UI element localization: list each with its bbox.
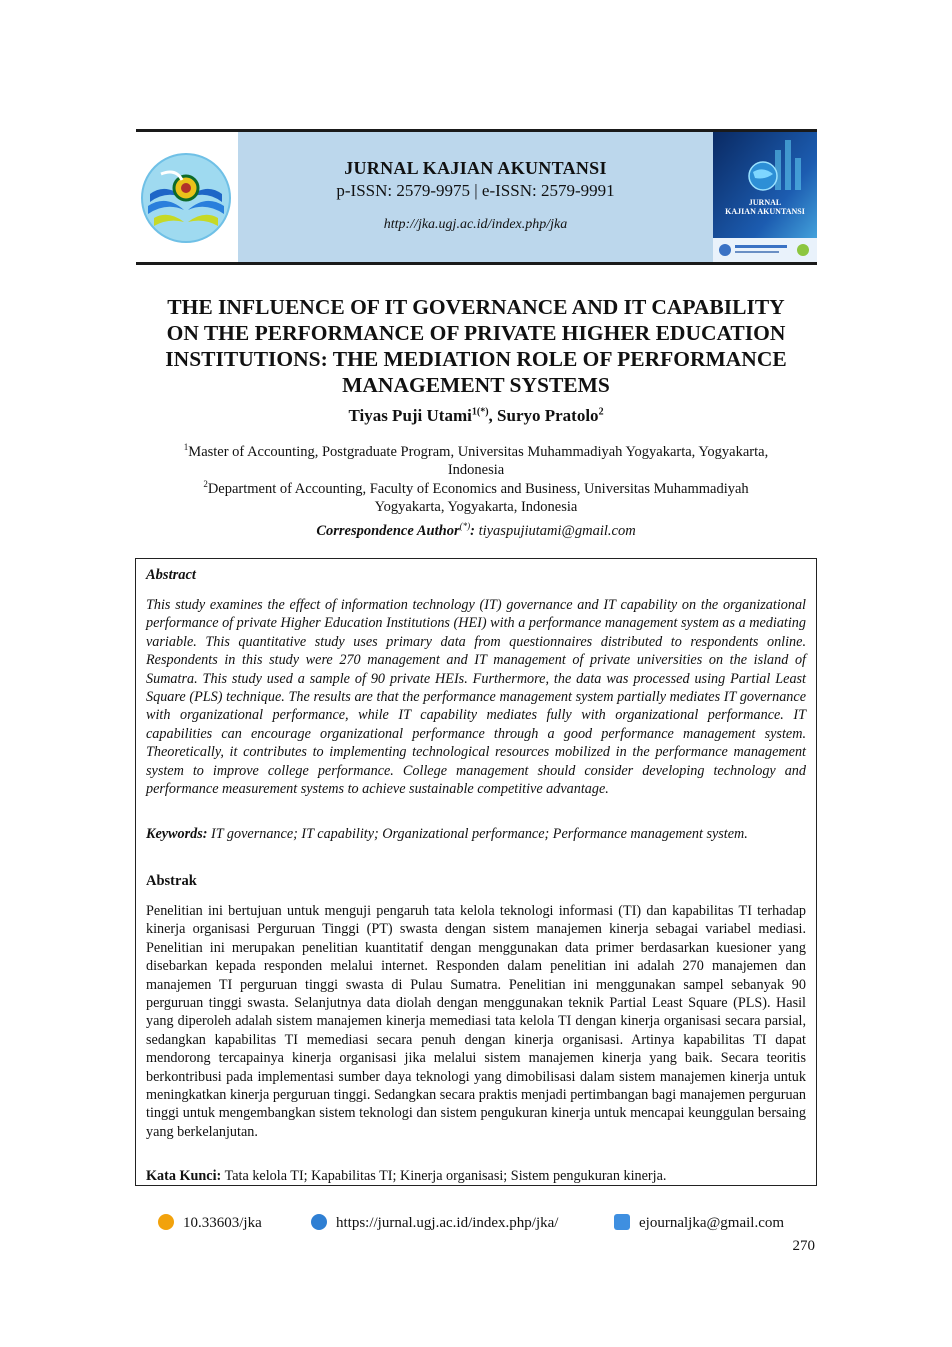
doi-icon xyxy=(158,1214,174,1230)
journal-cover-image xyxy=(713,132,817,262)
title-line: MANAGEMENT SYSTEMS xyxy=(342,373,610,397)
journal-header xyxy=(136,129,817,265)
affiliation-superscript: 1 xyxy=(183,442,189,452)
abstrak-heading: Abstrak xyxy=(146,873,197,889)
title-line: THE INFLUENCE OF IT GOVERNANCE AND IT CAPABILITY xyxy=(167,295,785,319)
journal-name: JURNAL KAJIAN AKUNTANSI xyxy=(344,158,607,178)
affiliation-line: Yogyakarta, Yogyakarta, Indonesia xyxy=(374,499,578,516)
abstrak-text: Penelitian ini bertujuan untuk menguji pengaruh tata kelola teknologi informasi (TI) dan kapabilitas TI terhadap kinerja organisasi Perguruan Tinggi (PT) swasta dengan sistem manajemen kinerja sebagai variabel mediasi. Penelitian ini merupakan penelitian kuantitatif dengan menggunakan data primer berdasarkan kuesioner yang disebarkan kepada responden melalui internet. Responden dalam penelitian ini adalah 270 manajemen dan manajemen TI perguruan tinggi swasta di Pulau Sumatra. Penelitian ini menggunakan sampel sebanyak 90 perguruan tinggi swasta. Selanjutnya data diolah dengan menggunakan teknik Partial Least Square (PLS). Hasil yang diperoleh adalah sistem manajemen kinerja memediasi tata kelola TI dengan kinerja organisasi secara parsial, sedangkan kapabilitas TI memediasi secara penuh dengan kinerja organisasi. Artinya kapabilitas TI dapat mendorong tercapainya kinerja organisasi jika melalui sistem manajemen kinerja yang baik. Secara teoritis berkontribusi pada implementasi sumber daya teknologi yang dimobilisasi dalam sistem manajemen kinerja untuk meningkatkan kinerja perguruan tinggi. Sedangkan secara praktis menjadi pertimbangan bagi manajemen perguruan tinggi untuk mengembangkan sistem teknologi dan sistem pengukuran kinerja untuk mencapai keunggulan bersaing yang berkelanjutan. xyxy=(146,903,806,1140)
footer-website[interactable] xyxy=(311,1214,558,1232)
affiliation-line: Department of Accounting, Faculty of Economics and Business, Universitas Muhammadiyah xyxy=(207,480,749,497)
abstract-keywords xyxy=(146,825,806,843)
globe-icon xyxy=(311,1214,327,1230)
paper-title xyxy=(120,294,832,398)
footer-doi[interactable] xyxy=(158,1214,262,1232)
page-number: 270 xyxy=(792,1238,815,1254)
title-line: INSTITUTIONS: THE MEDIATION ROLE OF PERFORMANCE xyxy=(165,347,787,371)
journal-logo xyxy=(136,132,238,262)
correspondence-colon: : xyxy=(470,522,475,539)
abstract-box xyxy=(135,558,817,1186)
author-name: Tiyas Puji Utami xyxy=(348,406,472,425)
author-superscript: 2 xyxy=(598,406,604,418)
cover-title: JURNAL KAJIAN AKUNTANSI xyxy=(725,198,805,216)
author-name: Suryo Pratolo xyxy=(497,406,599,425)
kata-kunci-label: Kata Kunci: xyxy=(146,1168,222,1184)
author-list xyxy=(0,406,952,426)
abstrak-keywords xyxy=(146,1167,806,1185)
correspondence xyxy=(0,521,952,540)
journal-header-text xyxy=(238,132,713,262)
journal-issn: p-ISSN: 2579-9975 | e-ISSN: 2579-9991 xyxy=(336,181,615,200)
affiliation-superscript: 2 xyxy=(203,479,208,489)
abstract-text: This study examines the effect of information technology (IT) governance and IT capability on the organizational performance of private Higher Education Institutions (HEI) with a performance management system as a mediating variable. This quantitative study uses primary data from questionnaires distributed to respondents online. Respondents in this study were 270 management and IT management of private universities on the island of Sumatra. This study used a sample of 90 private HEIs. Furthermore, the data was processed using Partial Least Square (PLS) technique. The results are that the performance management system partially mediates IT governance with organizational performance, while IT capability mediates fully with organizational performance. IT capabilities can encourage organizational performance through a good performance management system. Theoretically, it contributes to implementing technological resources mobilized in the performance management system to improve college performance. College management should consider developing technology and performance measurement systems to achieve sustainable competitive advantage. xyxy=(146,597,806,798)
kata-kunci-text: Tata kelola TI; Kapabilitas TI; Kinerja organisasi; Sistem pengukuran kinerja. xyxy=(224,1168,667,1184)
affiliation-line: Indonesia xyxy=(447,462,505,479)
abstract-heading: Abstract xyxy=(146,567,196,583)
correspondence-superscript: (*) xyxy=(459,521,471,531)
affiliation xyxy=(140,438,812,480)
affiliation-line: Master of Accounting, Postgraduate Program, Universitas Muhammadiyah Yogyakarta, Yogyakarta, xyxy=(188,443,769,460)
author-separator: , xyxy=(488,406,498,425)
affiliation xyxy=(140,475,812,517)
email-link[interactable]: ejournaljka@gmail.com xyxy=(639,1215,785,1231)
footer-email[interactable] xyxy=(614,1214,784,1232)
mail-icon xyxy=(614,1214,630,1230)
title-line: ON THE PERFORMANCE OF PRIVATE HIGHER EDUCATION xyxy=(166,321,786,345)
author-superscript: 1(*) xyxy=(471,406,489,418)
keywords-text: IT governance; IT capability; Organizational performance; Performance management system. xyxy=(211,826,748,842)
website-link[interactable]: https://jurnal.ugj.ac.id/index.php/jka/ xyxy=(336,1215,559,1231)
correspondence-label: Correspondence Author xyxy=(316,522,460,539)
correspondence-email[interactable]: tiyaspujiutami@gmail.com xyxy=(478,522,636,539)
journal-url[interactable]: http://jka.ugj.ac.id/index.php/jka xyxy=(383,217,568,232)
keywords-label: Keywords: xyxy=(146,826,208,842)
doi-text[interactable]: 10.33603/jka xyxy=(183,1215,262,1231)
